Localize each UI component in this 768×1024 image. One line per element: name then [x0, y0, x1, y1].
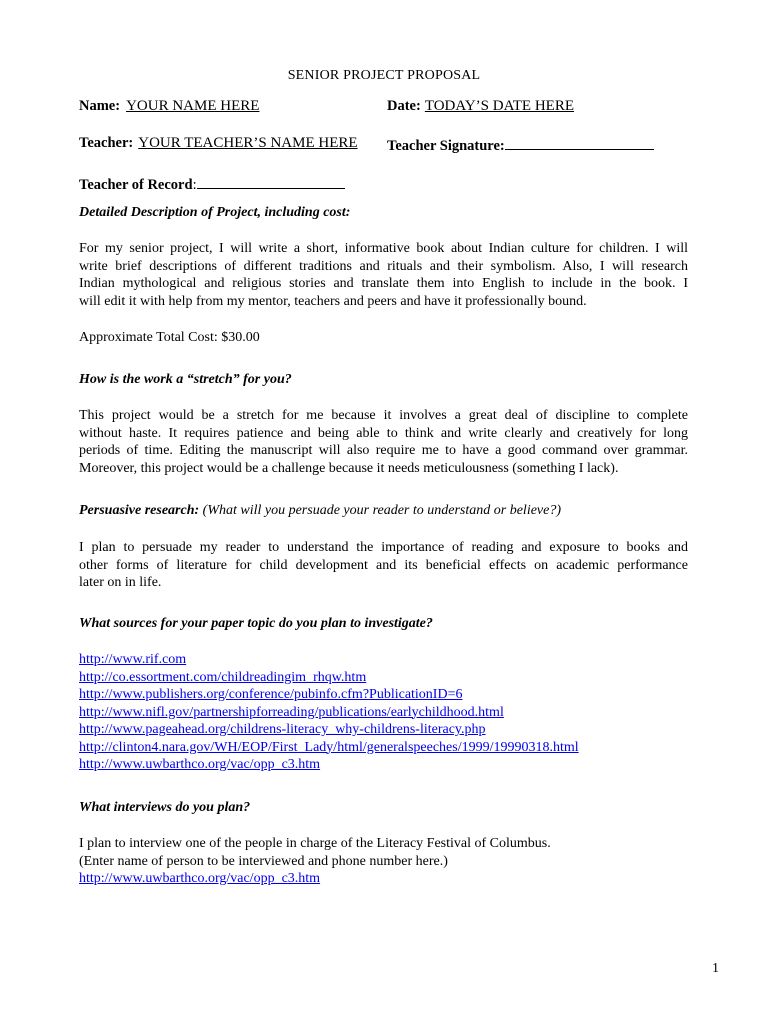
stretch-heading: How is the work a “stretch” for you?	[79, 372, 292, 387]
teacher-signature-field	[387, 135, 654, 155]
persuasive-line: other forms of literature for child development and its beneficial effects on academic performance	[79, 557, 688, 573]
teacher-of-record-label: Teacher of Record	[79, 177, 193, 193]
interviews-heading: What interviews do you plan?	[79, 800, 251, 815]
teacher-value: YOUR TEACHER’S NAME HERE	[138, 135, 358, 151]
source-link[interactable]: http://www.nifl.gov/partnershipforreading/publications/earlychildhood.html	[79, 704, 504, 720]
source-link[interactable]: http://www.rif.com	[79, 652, 187, 667]
teacher-of-record-blank	[197, 174, 345, 189]
source-link[interactable]: http://clinton4.nara.gov/WH/EOP/First_Lady/html/generalspeeches/1999/19990318.html	[79, 739, 579, 755]
teacher-signature-label: Teacher Signature:	[387, 138, 505, 154]
date-value: TODAY’S DATE HERE	[424, 98, 575, 114]
persuasive-line: later on in life.	[79, 575, 162, 590]
date-label: Date:	[387, 98, 421, 114]
description-line: Indian mythological and religious stories and translate them into English to include in the book. I	[79, 276, 688, 291]
interview-instructions: (Enter name of person to be interviewed and phone number here.)	[79, 853, 448, 869]
page-number: 1	[712, 961, 719, 976]
source-link[interactable]: http://co.essortment.com/childreadingim_rhqw.htm	[79, 669, 367, 685]
teacher-of-record-colon: :	[192, 177, 197, 193]
persuasive-heading-label: Persuasive research:	[79, 503, 200, 518]
description-line: For my senior project, I will write a short, informative book about Indian culture for children. I will	[79, 241, 688, 256]
source-link[interactable]: http://www.publishers.org/conference/pubinfo.cfm?PublicationID=6	[79, 687, 463, 702]
persuasive-paragraph	[79, 539, 688, 592]
teacher-field	[79, 135, 358, 152]
stretch-line: without haste. It requires patience and being able to think and write clearly and creatively for long	[79, 425, 688, 441]
description-paragraph	[79, 240, 688, 310]
name-field	[79, 98, 259, 115]
name-value: YOUR NAME HERE	[126, 98, 260, 114]
interview-link[interactable]: http://www.uwbarthco.org/vac/opp_c3.htm	[79, 871, 321, 886]
name-label: Name:	[79, 98, 121, 114]
stretch-line: periods of time. Editing the manuscript will also require me to have a good command over grammar.	[79, 443, 688, 458]
sources-link-list	[79, 651, 579, 774]
stretch-line: Moreover, this project would be a challenge because it needs meticulousness (something I lack).	[79, 460, 619, 476]
interviews-block	[79, 835, 551, 888]
teacher-of-record-field	[79, 174, 345, 194]
cost-line: Approximate Total Cost: $30.00	[79, 330, 260, 345]
teacher-label: Teacher:	[79, 135, 134, 151]
stretch-line: This project would be a stretch for me because it involves a great deal of discipline to complete	[79, 408, 688, 423]
description-line: will edit it with help from my mentor, teachers and peers and have it professionally bound.	[79, 293, 587, 309]
teacher-signature-blank	[505, 135, 654, 150]
source-link[interactable]: http://www.pageahead.org/childrens-literacy_why-childrens-literacy.php	[79, 722, 486, 737]
sources-heading: What sources for your paper topic do you plan to investigate?	[79, 616, 433, 631]
page-title: SENIOR PROJECT PROPOSAL	[287, 68, 481, 83]
description-heading: Detailed Description of Project, including cost:	[79, 205, 351, 220]
source-link[interactable]: http://www.uwbarthco.org/vac/opp_c3.htm	[79, 757, 321, 772]
persuasive-heading	[79, 503, 561, 519]
description-line: write brief descriptions of different traditions and rituals and their symbolism. Also, I will research	[79, 258, 688, 274]
persuasive-line: I plan to persuade my reader to understand the importance of reading and exposure to books and	[79, 540, 688, 555]
persuasive-subheading: (What will you persuade your reader to understand or believe?)	[202, 503, 562, 518]
interview-line: I plan to interview one of the people in charge of the Literacy Festival of Columbus.	[79, 836, 551, 851]
stretch-paragraph	[79, 407, 688, 477]
date-field	[387, 98, 574, 115]
